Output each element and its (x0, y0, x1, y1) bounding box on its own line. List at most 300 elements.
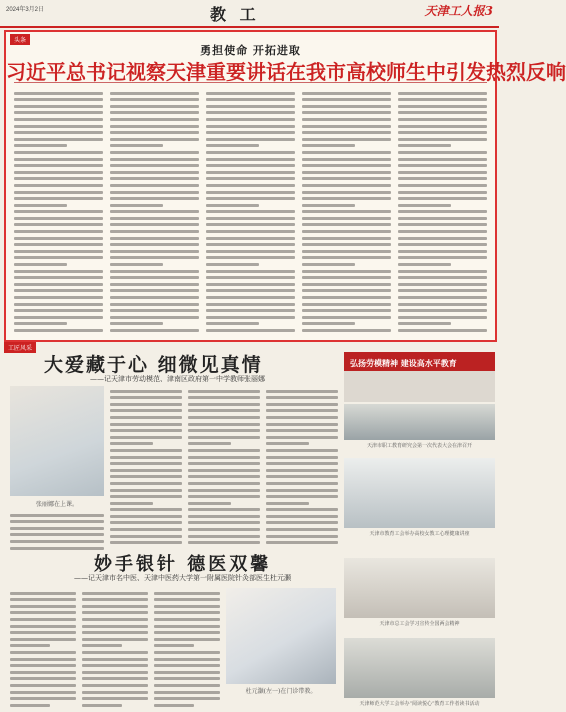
text-line (398, 309, 487, 312)
text-line (110, 508, 182, 511)
text-line (188, 429, 260, 432)
text-line (266, 409, 338, 412)
divider (14, 82, 487, 83)
story2-body-col (10, 510, 104, 548)
text-line (266, 528, 338, 531)
text-line (110, 144, 163, 147)
text-line (188, 495, 260, 498)
text-line (302, 197, 391, 200)
text-line (398, 158, 487, 161)
lead-headline: 习近平总书记视察天津重要讲话在我市高校师生中引发热烈反响 (6, 60, 566, 84)
text-line (398, 191, 487, 194)
text-line (266, 495, 338, 498)
text-line (398, 164, 487, 167)
story2-body-col (266, 386, 338, 546)
text-line (82, 592, 148, 595)
text-line (154, 644, 194, 647)
text-line (398, 151, 487, 154)
text-line (154, 598, 220, 601)
text-line (10, 527, 104, 530)
text-line (110, 217, 199, 220)
text-line (110, 289, 199, 292)
text-line (398, 263, 451, 266)
text-line (302, 303, 391, 306)
text-line (302, 263, 355, 266)
text-line (302, 243, 391, 246)
story2-subhead: ——记天津市劳动模范、津南区政府第一中学教师张丽娜 (90, 375, 265, 383)
text-line (398, 296, 487, 299)
text-line (398, 210, 487, 213)
text-line (398, 223, 487, 226)
text-line (154, 658, 220, 661)
text-line (302, 171, 391, 174)
text-line (110, 303, 199, 306)
text-line (82, 697, 148, 700)
secondary-stories (4, 342, 340, 708)
text-line (14, 105, 103, 108)
text-line (14, 276, 103, 279)
text-line (302, 184, 391, 187)
text-line (110, 210, 199, 213)
story2-photo-caption: 张丽娜在上课。 (35, 501, 78, 508)
text-line (110, 449, 182, 452)
text-line (82, 664, 148, 667)
text-line (206, 223, 295, 226)
text-line (302, 111, 391, 114)
text-line (10, 592, 76, 595)
text-line (398, 177, 487, 180)
text-line (154, 625, 220, 628)
text-line (398, 131, 487, 134)
text-line (188, 508, 260, 511)
text-line (110, 131, 199, 134)
text-line (266, 515, 338, 518)
rail-photo (344, 458, 495, 528)
text-line (206, 303, 295, 306)
text-line (206, 243, 295, 246)
text-line (110, 495, 182, 498)
text-line (266, 482, 338, 485)
text-line (110, 423, 182, 426)
text-line (206, 105, 295, 108)
text-line (398, 98, 487, 101)
text-line (188, 390, 260, 393)
text-line (110, 521, 182, 524)
text-line (110, 482, 182, 485)
text-line (188, 423, 260, 426)
text-line (302, 316, 391, 319)
text-line (14, 125, 103, 128)
text-line (14, 289, 103, 292)
text-line (266, 416, 338, 419)
text-line (266, 456, 338, 459)
rail-caption: 天津市职工教育研究会第一次代表大会在津召开 (366, 443, 472, 449)
text-line (266, 541, 338, 544)
news-photo-rail (344, 342, 495, 708)
text-line (154, 631, 220, 634)
text-line (206, 131, 295, 134)
text-line (302, 283, 391, 286)
text-line (302, 191, 391, 194)
rail-caption: 天津市教育工会举办高校女教工心理健康讲座 (369, 531, 470, 537)
text-line (110, 98, 199, 101)
story2-photo (10, 386, 104, 496)
text-line (14, 144, 67, 147)
text-line (302, 276, 391, 279)
text-line (206, 125, 295, 128)
rail-caption: 天津师范大学工会举办“阅读悦心”教育工作者读书活动 (359, 701, 480, 707)
text-line (188, 475, 260, 478)
text-line (110, 237, 199, 240)
text-line (14, 237, 103, 240)
text-line (14, 191, 103, 194)
text-line (110, 462, 182, 465)
rail-caption: 天津市总工会学习宣传全国两会精神 (379, 621, 460, 627)
text-line (110, 105, 199, 108)
text-line (398, 125, 487, 128)
text-line (110, 276, 199, 279)
text-line (206, 322, 259, 325)
text-line (206, 296, 295, 299)
text-line (14, 250, 103, 253)
text-line (110, 125, 199, 128)
text-line (110, 92, 199, 95)
text-line (398, 329, 487, 332)
text-line (154, 684, 220, 687)
text-line (206, 191, 295, 194)
text-line (110, 111, 199, 114)
text-line (110, 316, 199, 319)
text-line (188, 502, 231, 505)
text-line (206, 256, 295, 259)
text-line (398, 92, 487, 95)
text-line (206, 263, 259, 266)
text-line (14, 151, 103, 154)
text-line (398, 283, 487, 286)
text-line (302, 118, 391, 121)
page-header (0, 0, 499, 28)
text-line (14, 92, 103, 95)
text-line (14, 296, 103, 299)
masthead-logo: 天津工人报3 (424, 4, 493, 18)
text-line (206, 309, 295, 312)
text-line (14, 171, 103, 174)
text-line (206, 92, 295, 95)
text-line (398, 289, 487, 292)
text-line (10, 671, 76, 674)
text-line (398, 204, 451, 207)
text-line (206, 250, 295, 253)
text-line (398, 184, 487, 187)
text-line (110, 177, 199, 180)
text-line (14, 210, 103, 213)
text-line (302, 164, 391, 167)
text-line (206, 171, 295, 174)
text-line (10, 605, 76, 608)
text-line (110, 118, 199, 121)
text-line (154, 691, 220, 694)
text-line (14, 316, 103, 319)
text-line (110, 296, 199, 299)
text-line (110, 283, 199, 286)
rail-banner-text: 弘扬劳模精神 建设高水平教育 (350, 358, 457, 368)
text-line (188, 541, 260, 544)
text-line (10, 533, 104, 536)
text-line (14, 329, 103, 332)
text-line (110, 396, 182, 399)
text-line (398, 243, 487, 246)
text-line (188, 449, 260, 452)
text-line (10, 625, 76, 628)
text-line (188, 515, 260, 518)
text-line (14, 184, 103, 187)
text-line (206, 217, 295, 220)
text-line (82, 671, 148, 674)
text-line (110, 204, 163, 207)
text-line (110, 403, 182, 406)
story2-tag: 工匠风采 (4, 342, 36, 353)
text-line (206, 270, 295, 273)
text-line (14, 263, 67, 266)
text-line (302, 204, 355, 207)
rail-photo (344, 404, 495, 440)
text-line (302, 237, 391, 240)
text-line (110, 456, 182, 459)
text-line (266, 429, 338, 432)
text-line (206, 283, 295, 286)
text-line (302, 105, 391, 108)
text-line (154, 704, 194, 707)
text-line (302, 223, 391, 226)
text-line (82, 691, 148, 694)
text-line (14, 223, 103, 226)
text-line (206, 184, 295, 187)
text-line (398, 276, 487, 279)
text-line (206, 204, 259, 207)
text-line (154, 611, 220, 614)
text-line (398, 118, 487, 121)
text-line (302, 92, 391, 95)
text-line (302, 125, 391, 128)
story3-photo-caption: 杜元灏(左一)在门诊带教。 (245, 688, 317, 695)
text-line (82, 618, 148, 621)
text-line (154, 618, 220, 621)
text-line (110, 230, 199, 233)
text-line (206, 98, 295, 101)
text-line (266, 442, 309, 445)
text-line (154, 592, 220, 595)
text-line (398, 105, 487, 108)
text-line (398, 171, 487, 174)
text-line (154, 638, 220, 641)
text-line (110, 541, 182, 544)
story3-headline: 妙手银针 德医双馨 (94, 554, 272, 575)
text-line (206, 289, 295, 292)
text-line (14, 164, 103, 167)
story3-photo (226, 588, 336, 684)
rail-photo (344, 352, 495, 402)
text-line (398, 256, 487, 259)
text-line (206, 316, 295, 319)
text-line (206, 138, 295, 141)
text-line (110, 390, 182, 393)
text-line (110, 502, 153, 505)
text-line (188, 535, 260, 538)
text-line (206, 164, 295, 167)
text-line (398, 270, 487, 273)
text-line (110, 475, 182, 478)
text-line (110, 256, 199, 259)
text-line (82, 644, 122, 647)
text-line (82, 631, 148, 634)
text-line (14, 131, 103, 134)
text-line (10, 638, 76, 641)
text-line (302, 250, 391, 253)
text-line (188, 462, 260, 465)
text-line (302, 210, 391, 213)
rail-photo (344, 558, 495, 618)
text-line (154, 671, 220, 674)
text-line (302, 138, 391, 141)
text-line (110, 416, 182, 419)
text-line (188, 403, 260, 406)
text-line (10, 598, 76, 601)
text-line (110, 171, 199, 174)
text-line (10, 664, 76, 667)
text-line (110, 250, 199, 253)
text-line (188, 528, 260, 531)
text-line (110, 197, 199, 200)
text-line (14, 98, 103, 101)
text-line (82, 651, 148, 654)
text-line (188, 521, 260, 524)
text-line (188, 436, 260, 439)
text-line (154, 677, 220, 680)
text-line (14, 111, 103, 114)
text-line (110, 309, 199, 312)
text-line (302, 144, 355, 147)
text-line (14, 309, 103, 312)
text-line (82, 625, 148, 628)
text-line (302, 270, 391, 273)
text-line (10, 644, 50, 647)
text-line (110, 164, 199, 167)
text-line (302, 177, 391, 180)
text-line (154, 697, 220, 700)
lead-tag: 头条 (10, 34, 30, 45)
text-line (14, 138, 103, 141)
lead-text-column (302, 88, 391, 333)
text-line (110, 329, 199, 332)
text-line (82, 611, 148, 614)
text-line (398, 144, 451, 147)
text-line (206, 237, 295, 240)
text-line (10, 540, 104, 543)
text-line (206, 177, 295, 180)
text-line (154, 664, 220, 667)
text-line (302, 217, 391, 220)
story3-subhead: ——记天津市名中医、天津中医药大学第一附属医院针灸部医生杜元灏 (74, 574, 291, 582)
text-line (154, 605, 220, 608)
text-line (110, 429, 182, 432)
text-line (206, 230, 295, 233)
text-line (82, 704, 122, 707)
text-line (110, 442, 153, 445)
text-line (110, 515, 182, 518)
text-line (398, 322, 451, 325)
text-line (188, 396, 260, 399)
text-line (188, 489, 260, 492)
text-line (110, 409, 182, 412)
text-line (82, 598, 148, 601)
lead-text-column (398, 88, 487, 333)
text-line (10, 651, 76, 654)
text-line (302, 158, 391, 161)
text-line (206, 118, 295, 121)
text-line (188, 482, 260, 485)
text-line (206, 329, 295, 332)
lead-kicker: 勇担使命 开拓进取 (200, 44, 301, 57)
text-line (266, 521, 338, 524)
text-line (206, 197, 295, 200)
text-line (206, 111, 295, 114)
text-line (14, 230, 103, 233)
story3-body-col (154, 588, 220, 706)
text-line (266, 462, 338, 465)
text-line (110, 184, 199, 187)
text-line (206, 151, 295, 154)
text-line (206, 210, 295, 213)
lead-text-column (14, 88, 103, 333)
text-line (10, 684, 76, 687)
text-line (14, 118, 103, 121)
text-line (110, 191, 199, 194)
text-line (10, 520, 104, 523)
text-line (266, 535, 338, 538)
text-line (188, 409, 260, 412)
text-line (110, 469, 182, 472)
text-line (206, 276, 295, 279)
text-line (266, 502, 309, 505)
text-line (14, 256, 103, 259)
text-line (110, 223, 199, 226)
text-line (302, 296, 391, 299)
story3-body-col (10, 588, 76, 706)
text-line (14, 322, 67, 325)
text-line (206, 144, 259, 147)
text-line (266, 489, 338, 492)
text-line (302, 131, 391, 134)
text-line (110, 436, 182, 439)
text-line (10, 704, 50, 707)
text-line (10, 697, 76, 700)
lead-text-column (206, 88, 295, 333)
text-line (110, 158, 199, 161)
text-line (110, 489, 182, 492)
text-line (206, 158, 295, 161)
text-line (14, 243, 103, 246)
text-line (110, 535, 182, 538)
text-line (266, 396, 338, 399)
text-line (10, 691, 76, 694)
text-line (14, 204, 67, 207)
lead-story (4, 30, 566, 342)
text-line (398, 197, 487, 200)
text-line (302, 322, 355, 325)
text-line (14, 197, 103, 200)
text-line (398, 237, 487, 240)
text-line (266, 475, 338, 478)
